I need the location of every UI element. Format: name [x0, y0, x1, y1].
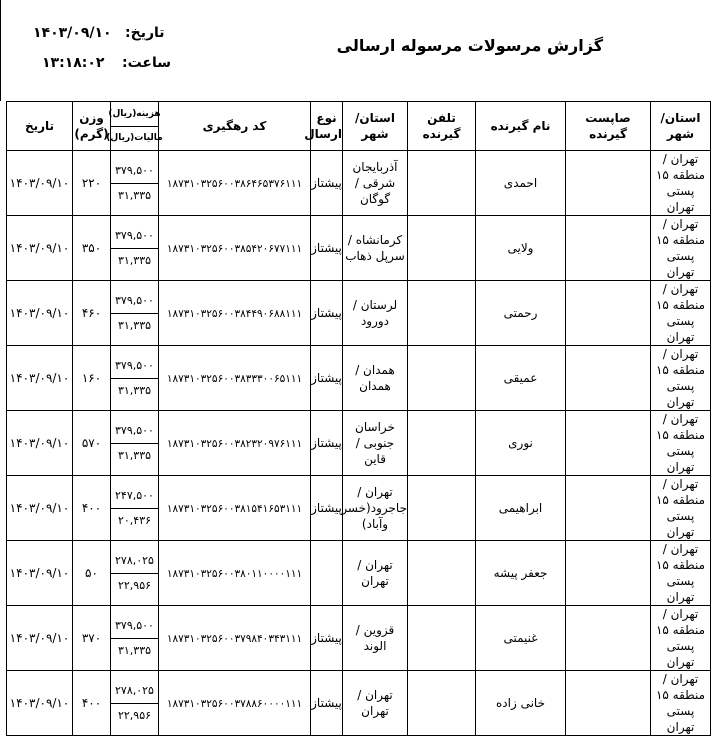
date-cell: ۱۴۰۳/۰۹/۱۰: [7, 671, 73, 736]
time-value: ۱۳:۱۸:۰۲: [42, 55, 105, 71]
col-origin: استان/ شهر: [651, 102, 711, 151]
col-receiver-name: نام گیرنده: [476, 102, 566, 151]
cost-tax-cell: [111, 281, 159, 346]
col-cost-tax: [106, 102, 163, 151]
destination-cell: تهران / تهران: [343, 541, 408, 606]
receiver-phone-cell: [408, 346, 476, 411]
weight-cell: ۱۶۰: [73, 346, 111, 411]
col-sender-phone: صاپست گیرنده: [566, 102, 651, 151]
weight-cell: ۳۷۰: [73, 606, 111, 671]
table-body: [7, 151, 711, 736]
col-post-type: نوع ارسال: [311, 102, 343, 151]
origin-cell: تهران / منطقه ۱۵ پستی تهران: [651, 216, 711, 281]
date-cell: ۱۴۰۳/۰۹/۱۰: [7, 541, 73, 606]
destination-cell: لرستان / دورود: [343, 281, 408, 346]
destination-cell: کرمانشاه / سرپل ذهاب: [343, 216, 408, 281]
receiver-name-cell: عمیقی: [476, 346, 566, 411]
col-destination: استان/ شهر: [343, 102, 408, 151]
receiver-name-cell: رحمتی: [476, 281, 566, 346]
destination-cell: آذربایجان شرقی / گوگان: [343, 151, 408, 216]
tracking-cell: [159, 281, 311, 346]
sender-phone-cell: [566, 671, 651, 736]
sender-phone-cell: [566, 411, 651, 476]
tracking-code: ۱۸۷۳۱۰۳۲۵۶۰۰۳۸۱۵۴۱۶۵۳۱۱۱: [166, 502, 303, 515]
tracking-cell: [159, 151, 311, 216]
table-row: [7, 216, 711, 281]
receiver-phone-cell: [408, 476, 476, 541]
tax-value: ۲۲,۹۵۶: [117, 578, 152, 592]
receiver-name-cell: ابراهیمی: [476, 476, 566, 541]
receiver-phone-cell: [408, 541, 476, 606]
cost-value: ۳۷۹,۵۰۰: [111, 614, 158, 639]
shipments-table: [6, 101, 711, 736]
cost-tax-cell: [111, 606, 159, 671]
origin-cell: تهران / منطقه ۱۵ پستی تهران: [651, 476, 711, 541]
date-cell: ۱۴۰۳/۰۹/۱۰: [7, 476, 73, 541]
cost-tax-cell: [111, 151, 159, 216]
receiver-name-cell: نوری: [476, 411, 566, 476]
post-type-cell: پیشتاز: [311, 216, 343, 281]
destination-cell: همدان / همدان: [343, 346, 408, 411]
receiver-phone-cell: [408, 606, 476, 671]
tracking-code: ۱۸۷۳۱۰۳۲۵۶۰۰۳۷۹۸۴۰۳۴۳۱۱۱: [166, 632, 303, 645]
tracking-code: ۱۸۷۳۱۰۳۲۵۶۰۰۳۷۸۸۶۰۰۰۰۱۱۱: [166, 697, 303, 710]
weight-cell: ۴۶۰: [73, 281, 111, 346]
weight-cell: ۴۰۰: [73, 476, 111, 541]
tracking-code: ۱۸۷۳۱۰۳۲۵۶۰۰۳۸۰۱۱۰۰۰۰۱۱۱: [166, 567, 303, 580]
tracking-cell: [159, 606, 311, 671]
report-header: [0, 0, 709, 101]
receiver-phone-cell: [408, 411, 476, 476]
tracking-code: ۱۸۷۳۱۰۳۲۵۶۰۰۳۸۵۴۲۰۶۷۷۱۱۱: [166, 242, 303, 255]
cost-value: ۳۷۹,۵۰۰: [111, 419, 158, 444]
origin-cell: تهران / منطقه ۱۵ پستی تهران: [651, 671, 711, 736]
tracking-code: ۱۸۷۳۱۰۳۲۵۶۰۰۳۸۳۳۳۰۰۶۵۱۱۱: [166, 372, 303, 385]
origin-cell: تهران / منطقه ۱۵ پستی تهران: [651, 151, 711, 216]
tax-value: ۳۱,۳۳۵: [117, 318, 152, 332]
weight-cell: ۲۲۰: [73, 151, 111, 216]
cost-tax-cell: [111, 346, 159, 411]
tracking-cell: [159, 541, 311, 606]
sender-phone-cell: [566, 476, 651, 541]
col-date: تاریخ: [7, 102, 73, 151]
receiver-name-cell: جعفر پیشه: [476, 541, 566, 606]
date-cell: ۱۴۰۳/۰۹/۱۰: [7, 411, 73, 476]
post-type-cell: پیشتاز: [311, 151, 343, 216]
sender-phone-cell: [566, 606, 651, 671]
tax-value: ۲۰,۴۳۶: [117, 513, 152, 527]
tracking-code: ۱۸۷۳۱۰۳۲۵۶۰۰۳۸۲۳۲۰۹۷۶۱۱۱: [166, 437, 303, 450]
destination-cell: قزوین / الوند: [343, 606, 408, 671]
col-receiver-phone: تلفن گیرنده: [408, 102, 476, 151]
tracking-cell: [159, 346, 311, 411]
origin-cell: تهران / منطقه ۱۵ پستی تهران: [651, 281, 711, 346]
table-row: [7, 541, 711, 606]
sender-phone-cell: [566, 541, 651, 606]
tax-value: ۳۱,۳۳۵: [117, 383, 152, 397]
tracking-cell: [159, 671, 311, 736]
date-cell: ۱۴۰۳/۰۹/۱۰: [7, 151, 73, 216]
cost-value: ۲۷۸,۰۲۵: [111, 549, 158, 574]
date-cell: ۱۴۰۳/۰۹/۱۰: [7, 216, 73, 281]
date-cell: ۱۴۰۳/۰۹/۱۰: [7, 346, 73, 411]
col-cost: هزینه(ریال): [111, 102, 158, 127]
weight-cell: ۴۰۰: [73, 671, 111, 736]
post-type-cell: پیشتاز: [311, 606, 343, 671]
post-type-cell: پیشتاز: [311, 671, 343, 736]
tracking-cell: [159, 216, 311, 281]
table-row: [7, 476, 711, 541]
sender-phone-cell: [566, 151, 651, 216]
receiver-name-cell: غنیمتی: [476, 606, 566, 671]
cost-value: ۲۷۸,۰۲۵: [111, 679, 158, 704]
cost-tax-cell: [111, 411, 159, 476]
tax-value: ۳۱,۳۳۵: [117, 448, 152, 462]
tracking-code: ۱۸۷۳۱۰۳۲۵۶۰۰۳۸۴۴۹۰۶۸۸۱۱۱: [166, 307, 303, 320]
receiver-phone-cell: [408, 216, 476, 281]
tracking-cell: [159, 411, 311, 476]
post-type-cell: [311, 541, 343, 606]
cost-value: ۳۷۹,۵۰۰: [111, 354, 158, 379]
date-cell: ۱۴۰۳/۰۹/۱۰: [7, 281, 73, 346]
sender-phone-cell: [566, 346, 651, 411]
weight-cell: ۳۵۰: [73, 216, 111, 281]
receiver-name-cell: احمدی: [476, 151, 566, 216]
sender-phone-cell: [566, 216, 651, 281]
page-title: گزارش مرسولات مرسوله ارسالی: [336, 36, 603, 55]
col-tax: مالیات(ریال): [106, 133, 163, 144]
origin-cell: تهران / منطقه ۱۵ پستی تهران: [651, 541, 711, 606]
time-label: ساعت:: [122, 55, 172, 71]
receiver-phone-cell: [408, 281, 476, 346]
receiver-phone-cell: [408, 671, 476, 736]
cost-tax-cell: [111, 476, 159, 541]
tracking-cell: [159, 476, 311, 541]
table-row: [7, 281, 711, 346]
post-type-cell: پیشتاز: [311, 346, 343, 411]
col-tracking: کد رهگیری: [159, 102, 311, 151]
tax-value: ۲۲,۹۵۶: [117, 708, 152, 722]
cost-tax-cell: [111, 541, 159, 606]
post-type-cell: پیشتاز: [311, 476, 343, 541]
receiver-phone-cell: [408, 151, 476, 216]
origin-cell: تهران / منطقه ۱۵ پستی تهران: [651, 346, 711, 411]
table-row: [7, 346, 711, 411]
destination-cell: خراسان جنوبی / قاین: [343, 411, 408, 476]
date-label: تاریخ:: [125, 25, 165, 41]
cost-value: ۳۷۹,۵۰۰: [111, 224, 158, 249]
table-header-row: [7, 102, 711, 151]
date-value: ۱۴۰۳/۰۹/۱۰: [33, 25, 112, 41]
weight-cell: ۵۰: [73, 541, 111, 606]
table-row: [7, 671, 711, 736]
weight-cell: ۵۷۰: [73, 411, 111, 476]
sender-phone-cell: [566, 281, 651, 346]
post-type-cell: پیشتاز: [311, 411, 343, 476]
cost-value: ۳۷۹,۵۰۰: [111, 159, 158, 184]
table-row: [7, 411, 711, 476]
origin-cell: تهران / منطقه ۱۵ پستی تهران: [651, 411, 711, 476]
post-type-cell: پیشتاز: [311, 281, 343, 346]
col-weight: وزن (گرم): [73, 102, 111, 151]
receiver-name-cell: خانی زاده: [476, 671, 566, 736]
table-row: [7, 151, 711, 216]
cost-value: ۳۷۹,۵۰۰: [111, 289, 158, 314]
date-cell: ۱۴۰۳/۰۹/۱۰: [7, 606, 73, 671]
origin-cell: تهران / منطقه ۱۵ پستی تهران: [651, 606, 711, 671]
tax-value: ۳۱,۳۳۵: [117, 188, 152, 202]
cost-tax-cell: [111, 216, 159, 281]
table-row: [7, 606, 711, 671]
cost-value: ۲۴۷,۵۰۰: [111, 484, 158, 509]
cost-tax-cell: [111, 671, 159, 736]
destination-cell: تهران / تهران: [343, 671, 408, 736]
destination-cell: تهران / جاجرود(خسر وآباد): [343, 476, 408, 541]
tracking-code: ۱۸۷۳۱۰۳۲۵۶۰۰۳۸۶۴۶۵۳۷۶۱۱۱: [166, 177, 303, 190]
tax-value: ۳۱,۳۳۵: [117, 643, 152, 657]
receiver-name-cell: ولایی: [476, 216, 566, 281]
tax-value: ۳۱,۳۳۵: [117, 253, 152, 267]
